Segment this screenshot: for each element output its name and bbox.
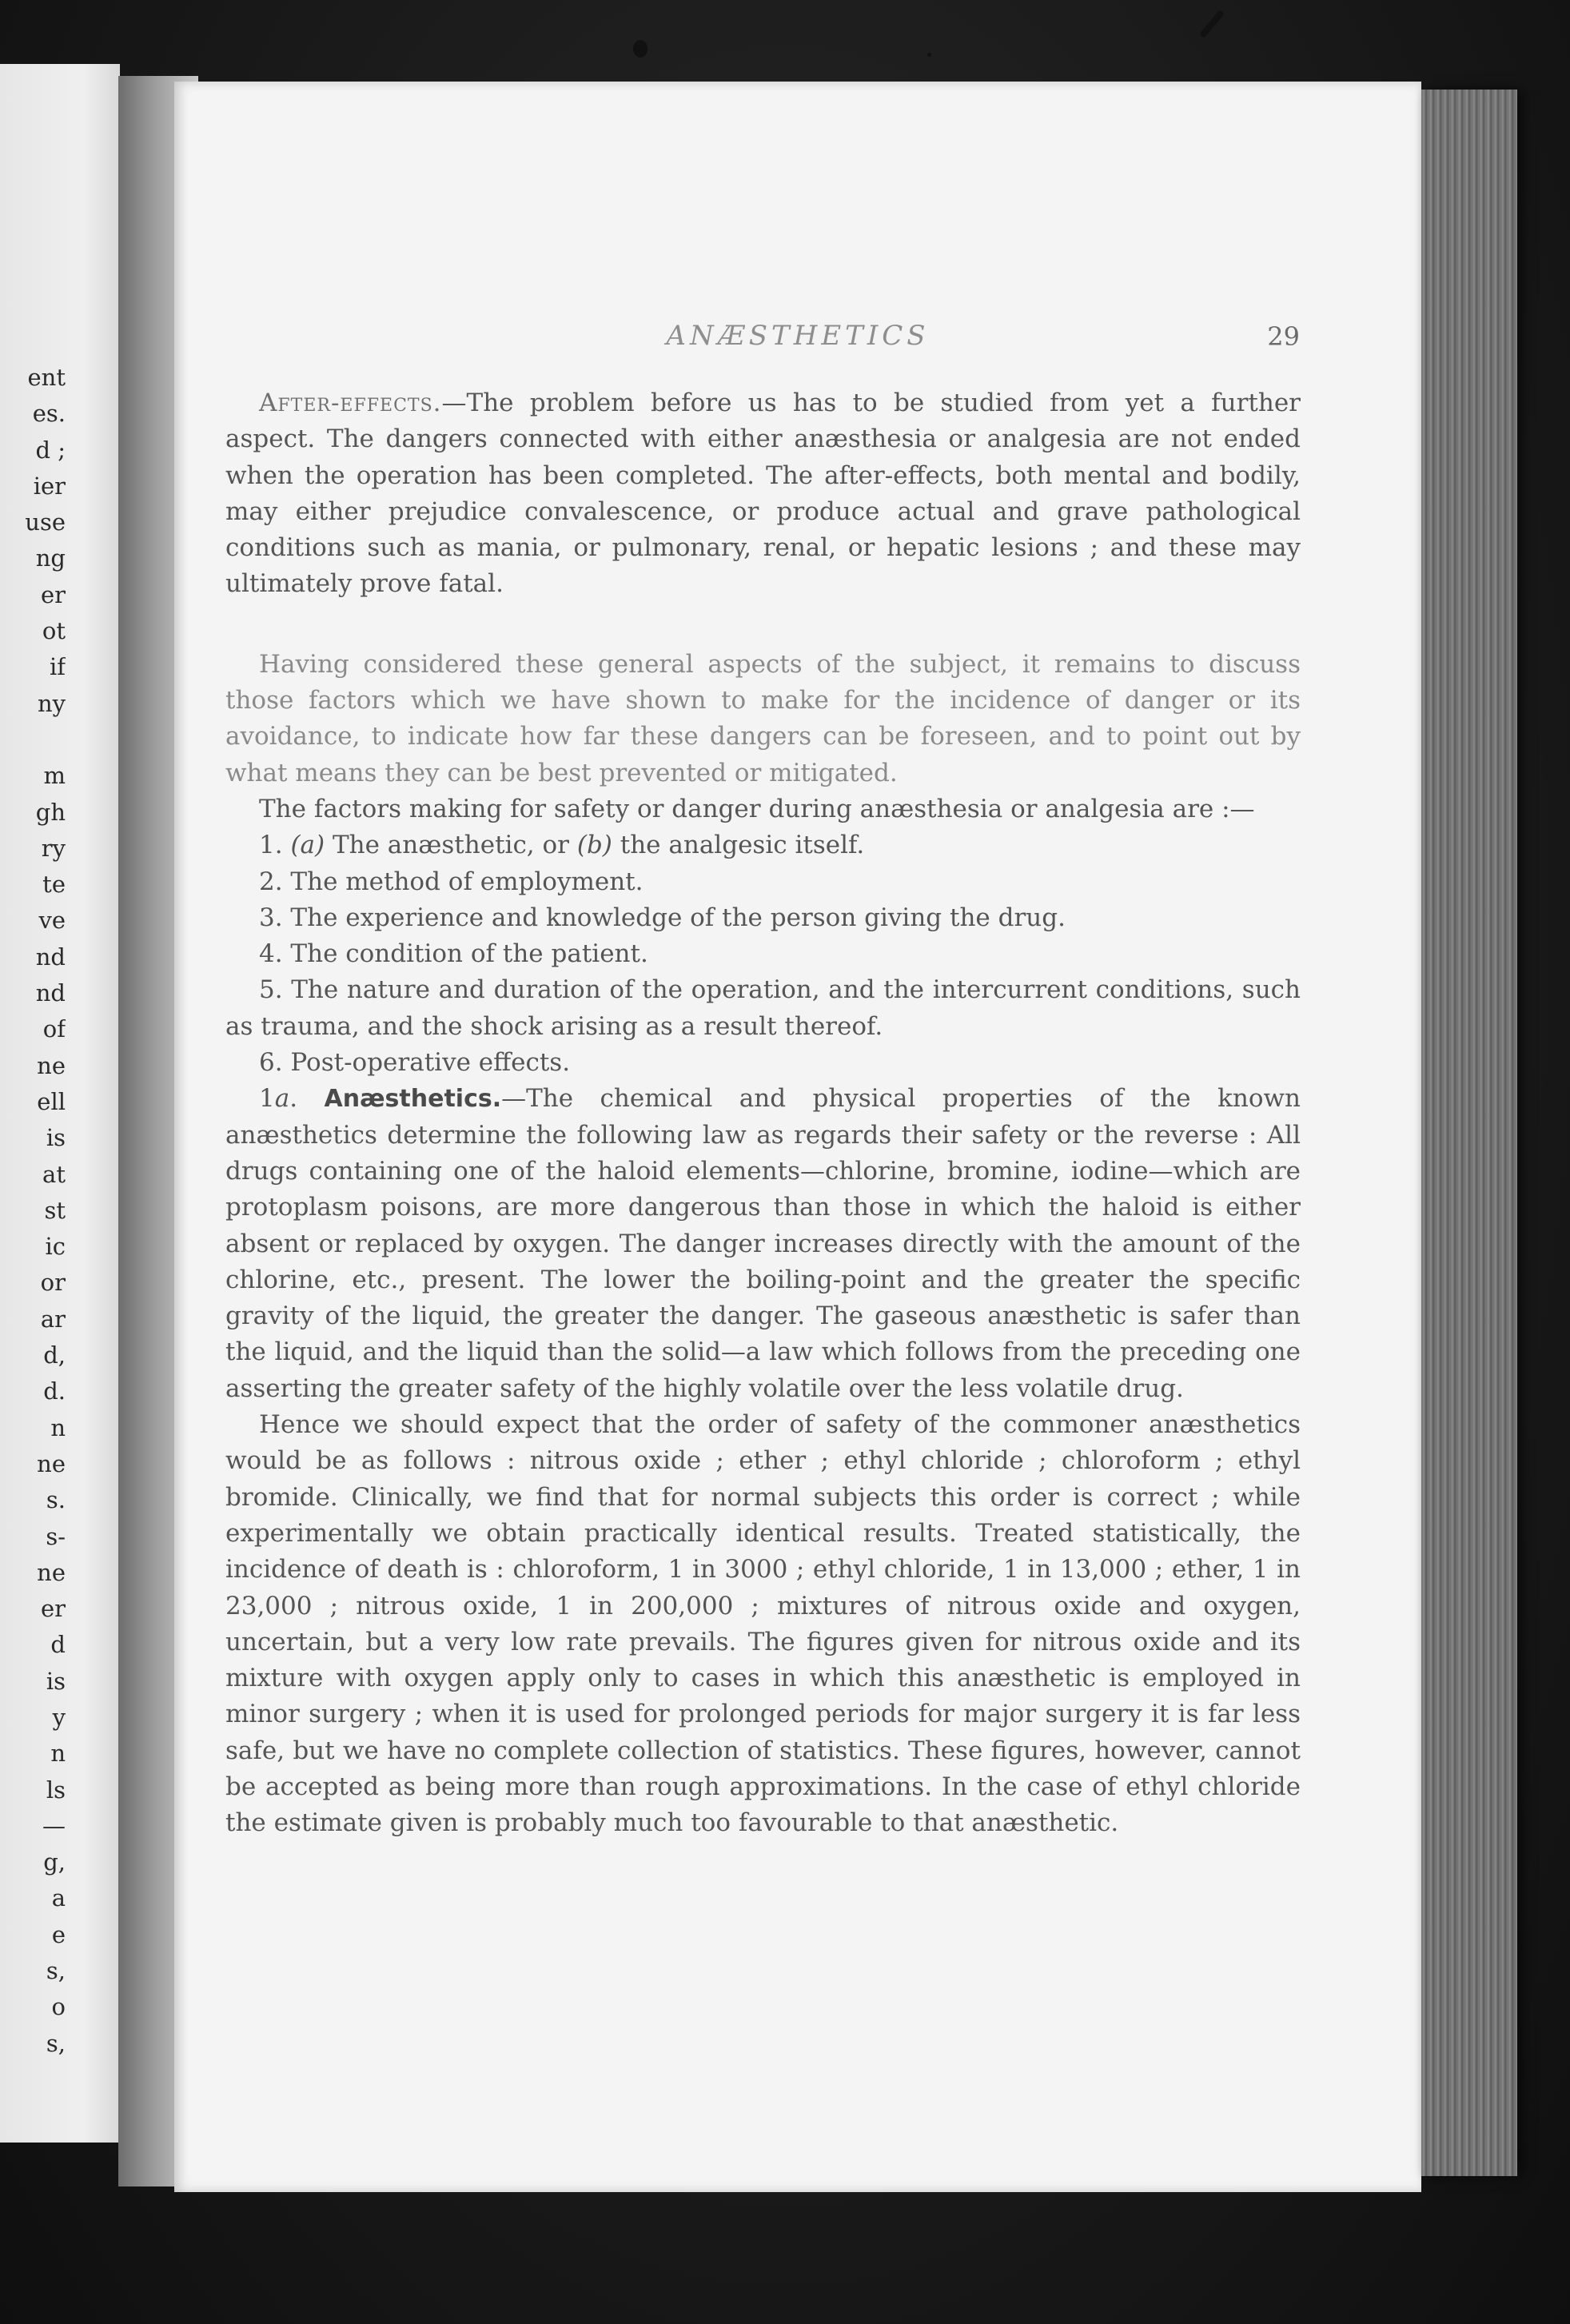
anaesthetics-text: —The chemical and physical properties of the known anæsthetics determine the following law as regards their safety or the reverse : All drugs containing one of the haloid elements—chlorine, bromine, iodine—which are protoplasm poisons, are more dangerous than those in which the haloid is either absent or replaced by oxygen. The danger increases directly with the amount of the chlorine, etc., present. The lower the boiling-point and the greater the specific gravity of the liquid, the greater the danger. The gaseous anæsthetic is safer than the liquid, and the liquid than the solid—a law which follows from the preceding one asserting the greater safety of the highly volatile over the less volatile drug. — [225, 1084, 1301, 1403]
previous-page-fragment: es. — [32, 400, 66, 428]
page-edges-stack — [1421, 90, 1517, 2176]
factor-item-5: 5. The nature and duration of the operation, and the intercurrent conditions, such as trauma, and the shock arising as a result thereof. — [225, 975, 1301, 1041]
previous-page-fragment: ng — [35, 544, 66, 572]
previous-page-fragment: if — [49, 653, 66, 681]
anaesthetics-letter: a — [274, 1084, 290, 1114]
previous-page-fragment: nd — [35, 943, 66, 971]
anaesthetics-number: 1 — [259, 1084, 275, 1114]
having-considered-paragraph: Having considered these general aspects of the subject, it remains to discuss those factors which we have shown to make for the incidence of danger or its avoidance, to indicate how far these dangers can be foreseen, and to point out by what means they can be best prevented or mitigated. — [225, 649, 1301, 787]
previous-page-fragment: ot — [42, 617, 66, 645]
previous-page-fragment: ne — [37, 1449, 66, 1477]
after-effects-label: After-effects. — [259, 389, 442, 417]
previous-page-fragment: st — [44, 1196, 66, 1224]
previous-page-fragment: s, — [46, 2029, 66, 2057]
running-head — [174, 320, 1421, 360]
previous-page-fragment: ent — [27, 364, 66, 391]
previous-page-fragment: is — [46, 1667, 66, 1695]
factor-item-3: 3. The experience and knowledge of the person giving the drug. — [259, 903, 1066, 932]
factor-1-number: 1. — [259, 831, 291, 860]
page-number: 29 — [1267, 321, 1300, 352]
previous-page-fragment: ar — [40, 1305, 66, 1333]
hence-paragraph: Hence we should expect that the order of safety of the commoner anæsthetics would be as follows : nitrous oxide ; ether ; ethyl chloride ; chloroform ; ethyl bromide. Clinically, we find that for normal subjects this order is correct ; while experimentally we obtain practically identical results. Treated statistically, the incidence of death is : chloroform, 1 in 3000 ; ethyl chloride, 1 in 13,000 ; ether, 1 in 23,000 ; nitrous oxide, 1 in 200,000 ; mixtures of nitrous oxide and oxygen, uncertain, but a very low rate prevails. The figures given for nitrous oxide and its mixture with oxygen apply only to cases in which this anæsthetic is employed in minor surgery ; when it is used for prolonged periods for major surgery it is far less safe, but we have no complete collection of statistics. These figures, however, cannot be accepted as being more than rough approximations. In the case of ethyl chloride the estimate given is probably much too favourable to that anæsthetic. — [225, 1410, 1301, 1838]
previous-page-fragment: d. — [43, 1377, 66, 1405]
running-head-title: ANÆSTHETICS — [666, 320, 930, 352]
previous-page-fragment: ls — [46, 1776, 66, 1804]
anaesthetics-paragraph: 1a. Anæsthetics.—The chemical and physical properties of the known anæsthetics determine the following law as regards their safety or the reverse : All drugs containing one of the haloid elements—chlorine, bromine, iodine—which are protoplasm poisons, are more dangerous than those in which the haloid is either absent or replaced by oxygen. The danger increases directly with the amount of the chlorine, etc., present. The lower the boiling-point and the greater the specific gravity of the liquid, the greater the danger. The gaseous anæsthetic is safer than the liquid, and the liquid than the solid—a law which follows from the preceding one asserting the greater safety of the highly volatile over the less volatile drug. — [225, 1084, 1301, 1403]
previous-page-fragment: d, — [43, 1341, 66, 1369]
previous-page-fragment: d — [50, 1631, 66, 1659]
book-page — [174, 82, 1421, 2192]
factor-1-a: (a) — [290, 831, 325, 860]
previous-page-fragment: ve — [38, 907, 66, 935]
previous-page-fragment: e — [51, 1920, 66, 1948]
previous-page-fragment: g, — [43, 1848, 66, 1876]
factor-1-post: the analgesic itself. — [612, 831, 865, 860]
previous-page-text-fragments — [0, 360, 66, 2062]
previous-page-fragment: ne — [37, 1051, 66, 1079]
previous-page-fragment: ne — [37, 1558, 66, 1586]
previous-page-fragment: nd — [35, 979, 66, 1007]
factor-item-4: 4. The condition of the patient. — [259, 939, 648, 969]
dust-speck — [927, 53, 931, 57]
after-effects-paragraph — [225, 385, 1301, 603]
previous-page-fragment: y — [52, 1703, 66, 1731]
previous-page-fragment: m — [43, 762, 66, 790]
previous-page-fragment: te — [42, 871, 66, 899]
previous-page-fragment: of — [42, 1015, 66, 1043]
dust-speck — [1199, 10, 1225, 38]
previous-page-fragment: n — [50, 1413, 66, 1441]
previous-page-fragment: d ; — [35, 436, 66, 464]
after-effects-text: —The problem before us has to be studied from yet a further aspect. The dangers connected with either anæsthesia or analgesia are not ended when the operation has been completed. The after-effects, both mental and bodily, may either prejudice convalescence, or produce actual and grave pathological conditions such as mania, or pulmonary, renal, or hepatic lesions ; and these may ultimately prove fatal. — [225, 389, 1301, 599]
body-text — [225, 385, 1301, 1842]
dust-speck — [633, 40, 648, 58]
previous-page-fragment: o — [51, 1993, 66, 2021]
previous-page-fragment: use — [25, 508, 66, 536]
previous-page-fragment: s- — [46, 1522, 66, 1550]
factor-1-mid: The anæsthetic, or — [325, 831, 577, 860]
previous-page-fragment: ier — [33, 472, 66, 500]
previous-page-fragment: a — [51, 1884, 66, 1912]
previous-page-fragment: is — [46, 1124, 66, 1152]
previous-page-fragment: er — [40, 580, 66, 608]
previous-page-fragment: at — [42, 1160, 66, 1188]
previous-page-fragment: ell — [37, 1087, 66, 1115]
previous-page-fragment — [0, 722, 66, 758]
previous-page-fragment: — — [42, 1812, 66, 1840]
section-gap — [225, 603, 1301, 647]
factors-intro: The factors making for safety or danger during anæsthesia or analgesia are :— — [259, 794, 1255, 823]
previous-page-fragment: n — [50, 1740, 66, 1768]
factor-item-6: 6. Post-operative effects. — [259, 1048, 571, 1078]
previous-page-fragment: s, — [46, 1957, 66, 1985]
anaesthetics-heading: Anæsthetics. — [324, 1085, 502, 1114]
previous-page-fragment: ic — [45, 1233, 66, 1261]
previous-page-fragment: s. — [46, 1486, 66, 1514]
previous-page-fragment: ny — [37, 689, 66, 717]
factor-item-2: 2. The method of employment. — [259, 867, 644, 896]
previous-page-fragment: er — [40, 1595, 66, 1623]
previous-page-fragment: or — [40, 1269, 66, 1297]
previous-page-fragment: gh — [35, 798, 66, 826]
previous-page-edge — [0, 64, 120, 2143]
previous-page-fragment: ry — [41, 834, 66, 862]
factor-item-1 — [225, 827, 1301, 863]
factor-1-b: (b) — [576, 831, 612, 860]
